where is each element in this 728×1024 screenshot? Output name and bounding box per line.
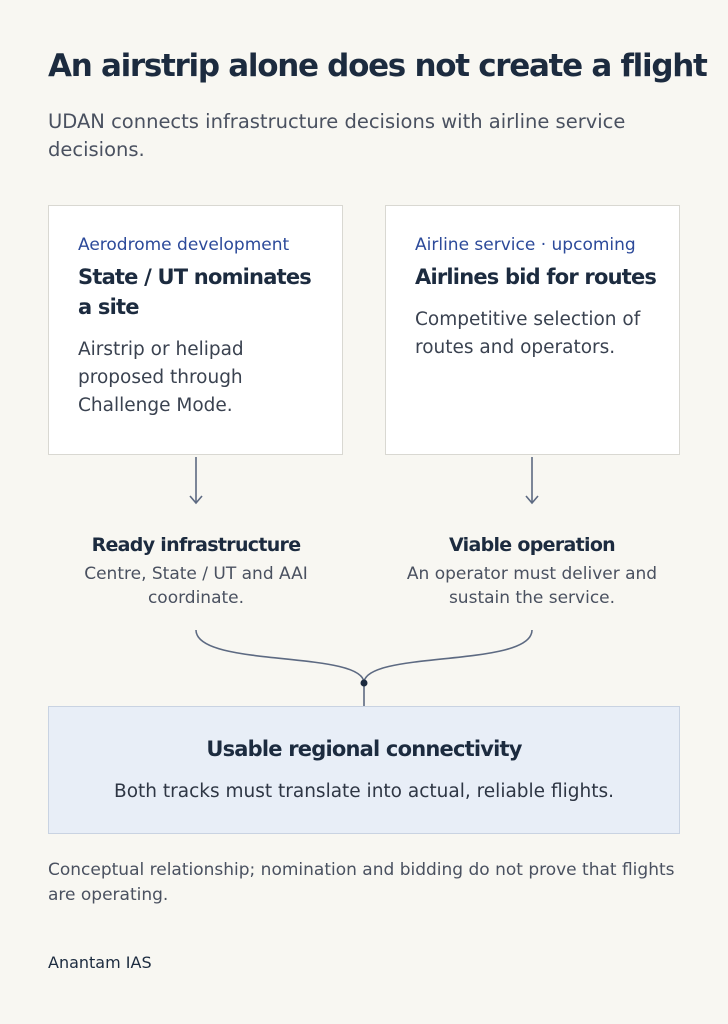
outcome-title: Ready infrastructure xyxy=(91,534,301,556)
card-kicker: Airline service · upcoming xyxy=(415,235,636,255)
outcome-viable-operation xyxy=(382,532,682,610)
card-title: State / UT nominates a site xyxy=(78,265,311,319)
source-credit: Anantam IAS xyxy=(48,953,152,972)
result-body: Both tracks must translate into actual, reliable flights. xyxy=(114,781,614,802)
result-box xyxy=(48,706,680,834)
merge-node-icon xyxy=(361,680,368,687)
merge-curve-left xyxy=(196,630,364,683)
footnote: Conceptual relationship; nomination and bidding do not prove that flights are operating. xyxy=(48,860,675,905)
outcome-body: An operator must deliver and sustain the service. xyxy=(406,564,658,608)
merge-curve-right xyxy=(364,630,532,683)
outcome-body: Centre, State / UT and AAI coordinate. xyxy=(84,564,308,608)
page-title: An airstrip alone does not create a flight xyxy=(48,48,707,84)
result-title: Usable regional connectivity xyxy=(206,737,522,761)
outcome-title: Viable operation xyxy=(448,534,616,556)
card-kicker: Aerodrome development xyxy=(78,235,290,255)
card-body: Airstrip or helipad proposed through Challenge Mode. xyxy=(78,339,244,416)
page-subtitle: UDAN connects infrastructure decisions with airline service decisions. xyxy=(48,110,626,161)
card-body: Competitive selection of routes and operators. xyxy=(415,309,641,358)
outcome-ready-infrastructure xyxy=(46,532,346,610)
card-title: Airlines bid for routes xyxy=(415,265,657,289)
